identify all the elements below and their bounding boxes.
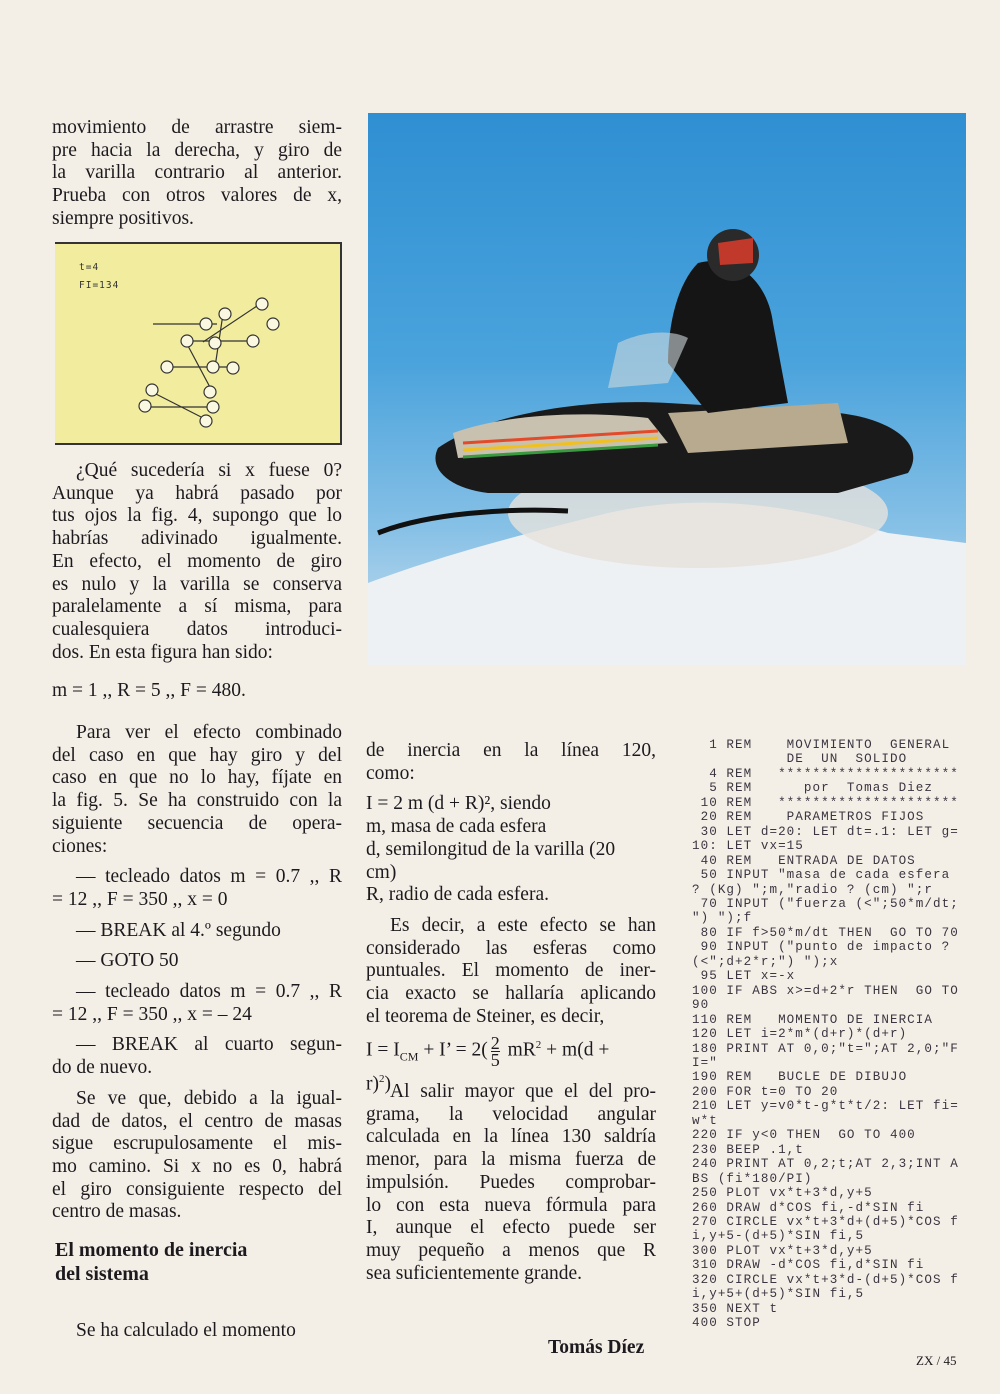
paragraph [52, 1088, 342, 1224]
code-line: ? (Kg) ";m,"radio ? (cm) ";r [692, 882, 934, 897]
author-signature: Tomás Díez [548, 1337, 645, 1358]
text-line: = 12 ,, F = 350 ,, x = – 24 [52, 1003, 252, 1025]
text-line: dos. En esta figura han sido: [52, 641, 273, 663]
formula-exponent: 2 [379, 1073, 385, 1086]
code-line: 180 PRINT AT 0,0;"t=";AT 2,0;"F [692, 1041, 959, 1056]
combined-effect-section [52, 722, 342, 1224]
code-line: 10: LET vx=15 [692, 839, 804, 854]
paragraph [366, 1081, 656, 1285]
code-line: (<";d+2*r;") ");x [692, 954, 839, 969]
figure-label-angle: FI=134 [79, 280, 120, 291]
section-heading [55, 1238, 247, 1286]
inertia-paragraph [366, 740, 656, 1028]
code-line: 40 REM ENTRADA DE DATOS [692, 853, 916, 868]
text-line: muy pequeño a menos que R [366, 1239, 656, 1261]
code-line: 80 IF f>50*m/dt THEN GO TO 70 [692, 925, 959, 940]
paragraph [52, 460, 342, 664]
formula-exponent: 2 [535, 1039, 542, 1051]
snowmobile-photo [368, 113, 966, 665]
figure-screen-output [55, 242, 342, 445]
text-line: Para ver el efecto combinado [76, 722, 342, 743]
code-line: ") ");f [692, 911, 753, 926]
code-line: 210 LET y=v0*t-g*t*t/2: LET fi= [692, 1099, 959, 1114]
text-line: considerado las esferas como [366, 937, 656, 959]
paragraph [52, 981, 342, 1026]
text-line: ¿Qué sucedería si x fuese 0? [76, 460, 342, 481]
text-line: centro de masas. [52, 1201, 182, 1223]
code-line: 100 IF ABS x>=d+2*r THEN GO TO [692, 983, 959, 998]
text-line: I = 2 m (d + R)², siendo [366, 793, 551, 815]
code-line: I=" [692, 1055, 718, 1070]
code-line: 5 REM por Tomas Diez [692, 781, 934, 796]
numerator: 2 [490, 1032, 500, 1053]
code-line: 260 DRAW d*COS fi,-d*SIN fi [692, 1200, 925, 1215]
text-line: movimiento de arrastre siem- [52, 117, 342, 138]
denominator: 5 [490, 1049, 500, 1070]
text-line: m = 1 ,, R = 5 ,, F = 480. [52, 680, 246, 701]
text-line: lo con esta nueva fórmula para [366, 1194, 656, 1216]
code-line: 20 REM PARAMETROS FIJOS [692, 810, 925, 825]
text-line: sea suficientemente grande. [366, 1262, 583, 1284]
text-line: sigue escrupulosamente el mis- [52, 1133, 342, 1155]
paragraph [366, 740, 656, 785]
text-line: Se ha calculado el momento [76, 1320, 296, 1341]
code-line: 4 REM ********************* [692, 766, 959, 781]
text-line: do de nuevo. [52, 1057, 153, 1079]
formula-part: + I’ = 2( [418, 1039, 488, 1061]
text-line: I, aunque el efecto puede ser [366, 1217, 656, 1239]
rod-trajectory-drawing [55, 244, 342, 447]
paragraph [52, 722, 342, 858]
text-line: Al salir mayor que el del pro- [390, 1081, 656, 1102]
closing-line [52, 1320, 342, 1343]
basic-code-listing [692, 738, 959, 1331]
text-line: el teorema de Steiner, es decir, [366, 1005, 605, 1027]
text-line: como: [366, 762, 415, 784]
code-line: 90 [692, 998, 710, 1013]
code-line: 350 NEXT t [692, 1301, 779, 1316]
code-line: w*t [692, 1113, 718, 1128]
code-line: 30 LET d=20: LET dt=.1: LET g= [692, 824, 959, 839]
text-line: la varilla contrario al anterior. [52, 162, 342, 184]
code-line: 240 PRINT AT 0,2;t;AT 2,3;INT A [692, 1157, 959, 1172]
code-line: 250 PLOT vx*t+3*d,y+5 [692, 1186, 873, 1201]
text-line: habrías adivinado igualmente. [52, 528, 342, 550]
code-line: 220 IF y<0 THEN GO TO 400 [692, 1128, 916, 1143]
code-line: 310 DRAW -d*COS fi,d*SIN fi [692, 1258, 925, 1273]
code-line: 120 LET i=2*m*(d+r)*(d+r) [692, 1027, 908, 1042]
text-line: — BREAK al 4.º segundo [76, 919, 281, 941]
formula-part: + m(d + [541, 1039, 610, 1061]
paragraph [366, 793, 656, 907]
text-line: d, semilongitud de la varilla (20 [366, 838, 616, 860]
text-line: En efecto, el momento de giro [52, 550, 342, 572]
text-line: — tecleado datos m = 0.7 ,, R [76, 866, 342, 888]
paragraph [366, 915, 656, 1029]
code-line: 50 INPUT "masa de cada esfera [692, 868, 951, 883]
text-line: el giro consiguiente respecto del [52, 1178, 342, 1200]
text-line: Aunque ya habrá pasado por [52, 482, 342, 504]
code-line: 110 REM MOMENTO DE INERCIA [692, 1012, 934, 1027]
paragraph [52, 1320, 342, 1343]
text-line: menor, para la misma fuerza de [366, 1149, 656, 1171]
figure-label-time: t=4 [79, 262, 100, 273]
text-line: caso en que no lo hay, fíjate en [52, 767, 342, 789]
code-line: 270 CIRCLE vx*t+3*d+(d+5)*COS f [692, 1214, 959, 1229]
data-values-line [52, 680, 342, 703]
conclusion-paragraph [366, 1081, 656, 1285]
text-line: Se ve que, debido a la igual- [76, 1087, 342, 1109]
text-line: — GOTO 50 [76, 950, 179, 972]
formula-part: I = I [366, 1039, 400, 1061]
text-line: siempre positivos. [52, 207, 194, 229]
page-number: ZX / 45 [916, 1353, 957, 1368]
text-line: mo camino. Si x no es 0, habrá [52, 1155, 342, 1177]
code-line: BS (fi*180/PI) [692, 1171, 813, 1186]
text-line: impulsión. Puedes comprobar- [366, 1171, 656, 1193]
code-line: 320 CIRCLE vx*t+3*d-(d+5)*COS f [692, 1272, 959, 1287]
code-line: 1 REM MOVIMIENTO GENERAL [692, 738, 951, 752]
paragraph [52, 950, 342, 973]
text-line: pre hacia la derecha, y giro de [52, 139, 342, 161]
text-line: dad de datos, el centro de masas [52, 1110, 342, 1132]
paragraph [52, 866, 342, 911]
text-line: cualesquiera datos introduci- [52, 618, 342, 640]
formula-subscript: CM [399, 1049, 419, 1064]
text-line: paralelamente a sí misma, para [52, 596, 342, 618]
code-line: 300 PLOT vx*t+3*d,y+5 [692, 1243, 873, 1258]
text-line: la fig. 5. Se ha construido con la [52, 790, 342, 812]
text-line: tus ojos la fig. 4, supongo que lo [52, 505, 342, 527]
text-line: m, masa de cada esfera [366, 816, 547, 838]
code-line: 400 STOP [692, 1316, 761, 1331]
code-line: 190 REM BUCLE DE DIBUJO [692, 1070, 908, 1085]
formula-line-1 [366, 1034, 666, 1068]
paragraph [52, 1034, 342, 1079]
code-line: 10 REM ********************* [692, 795, 959, 810]
code-line: 90 INPUT ("punto de impacto ? [692, 940, 951, 955]
heading-line: del sistema [55, 1263, 149, 1285]
formula-part: mR [502, 1039, 536, 1061]
paragraph [52, 117, 342, 231]
code-line: 95 LET x=-x [692, 969, 796, 984]
text-line: grama, la velocidad angular [366, 1103, 656, 1125]
zero-x-paragraph [52, 460, 342, 664]
text-line: Prueba con otros valores de x, [52, 185, 342, 207]
text-line: cm) [366, 861, 397, 883]
text-line: — BREAK al cuarto segun- [76, 1034, 342, 1056]
text-line: es nulo y la varilla se conserva [52, 573, 342, 595]
formula-part: ) [384, 1073, 391, 1095]
text-line: siguiente secuencia de opera- [52, 812, 342, 834]
intro-paragraph [52, 117, 342, 231]
code-line: i,y+5-(d+5)*SIN fi,5 [692, 1229, 865, 1244]
text-line: cia exacto se hallaría aplicando [366, 983, 656, 1005]
paragraph [52, 920, 342, 943]
code-line: 230 BEEP .1,t [692, 1142, 804, 1157]
fraction [490, 1032, 500, 1070]
text-line: calculada en la línea 130 saldría [366, 1126, 656, 1148]
code-line: 70 INPUT ("fuerza (<";50*m/dt; [692, 896, 959, 911]
paragraph [52, 680, 342, 703]
code-line: DE UN SOLIDO [692, 752, 908, 767]
text-line: Es decir, a este efecto se han [390, 914, 656, 936]
code-line: 200 FOR t=0 TO 20 [692, 1084, 839, 1099]
formula-part: r) [366, 1073, 379, 1095]
text-line: ciones: [52, 835, 108, 857]
text-line: — tecleado datos m = 0.7 ,, R [76, 981, 342, 1003]
code-line: i,y+5+(d+5)*SIN fi,5 [692, 1287, 865, 1302]
text-line: de inercia en la línea 120, [366, 740, 656, 761]
text-line: = 12 ,, F = 350 ,, x = 0 [52, 888, 228, 910]
text-line: R, radio de cada esfera. [366, 884, 549, 906]
text-line: puntuales. El momento de iner- [366, 960, 656, 982]
text-line: del caso en que hay giro y del [52, 744, 342, 766]
heading-line: El momento de inercia [55, 1239, 248, 1261]
